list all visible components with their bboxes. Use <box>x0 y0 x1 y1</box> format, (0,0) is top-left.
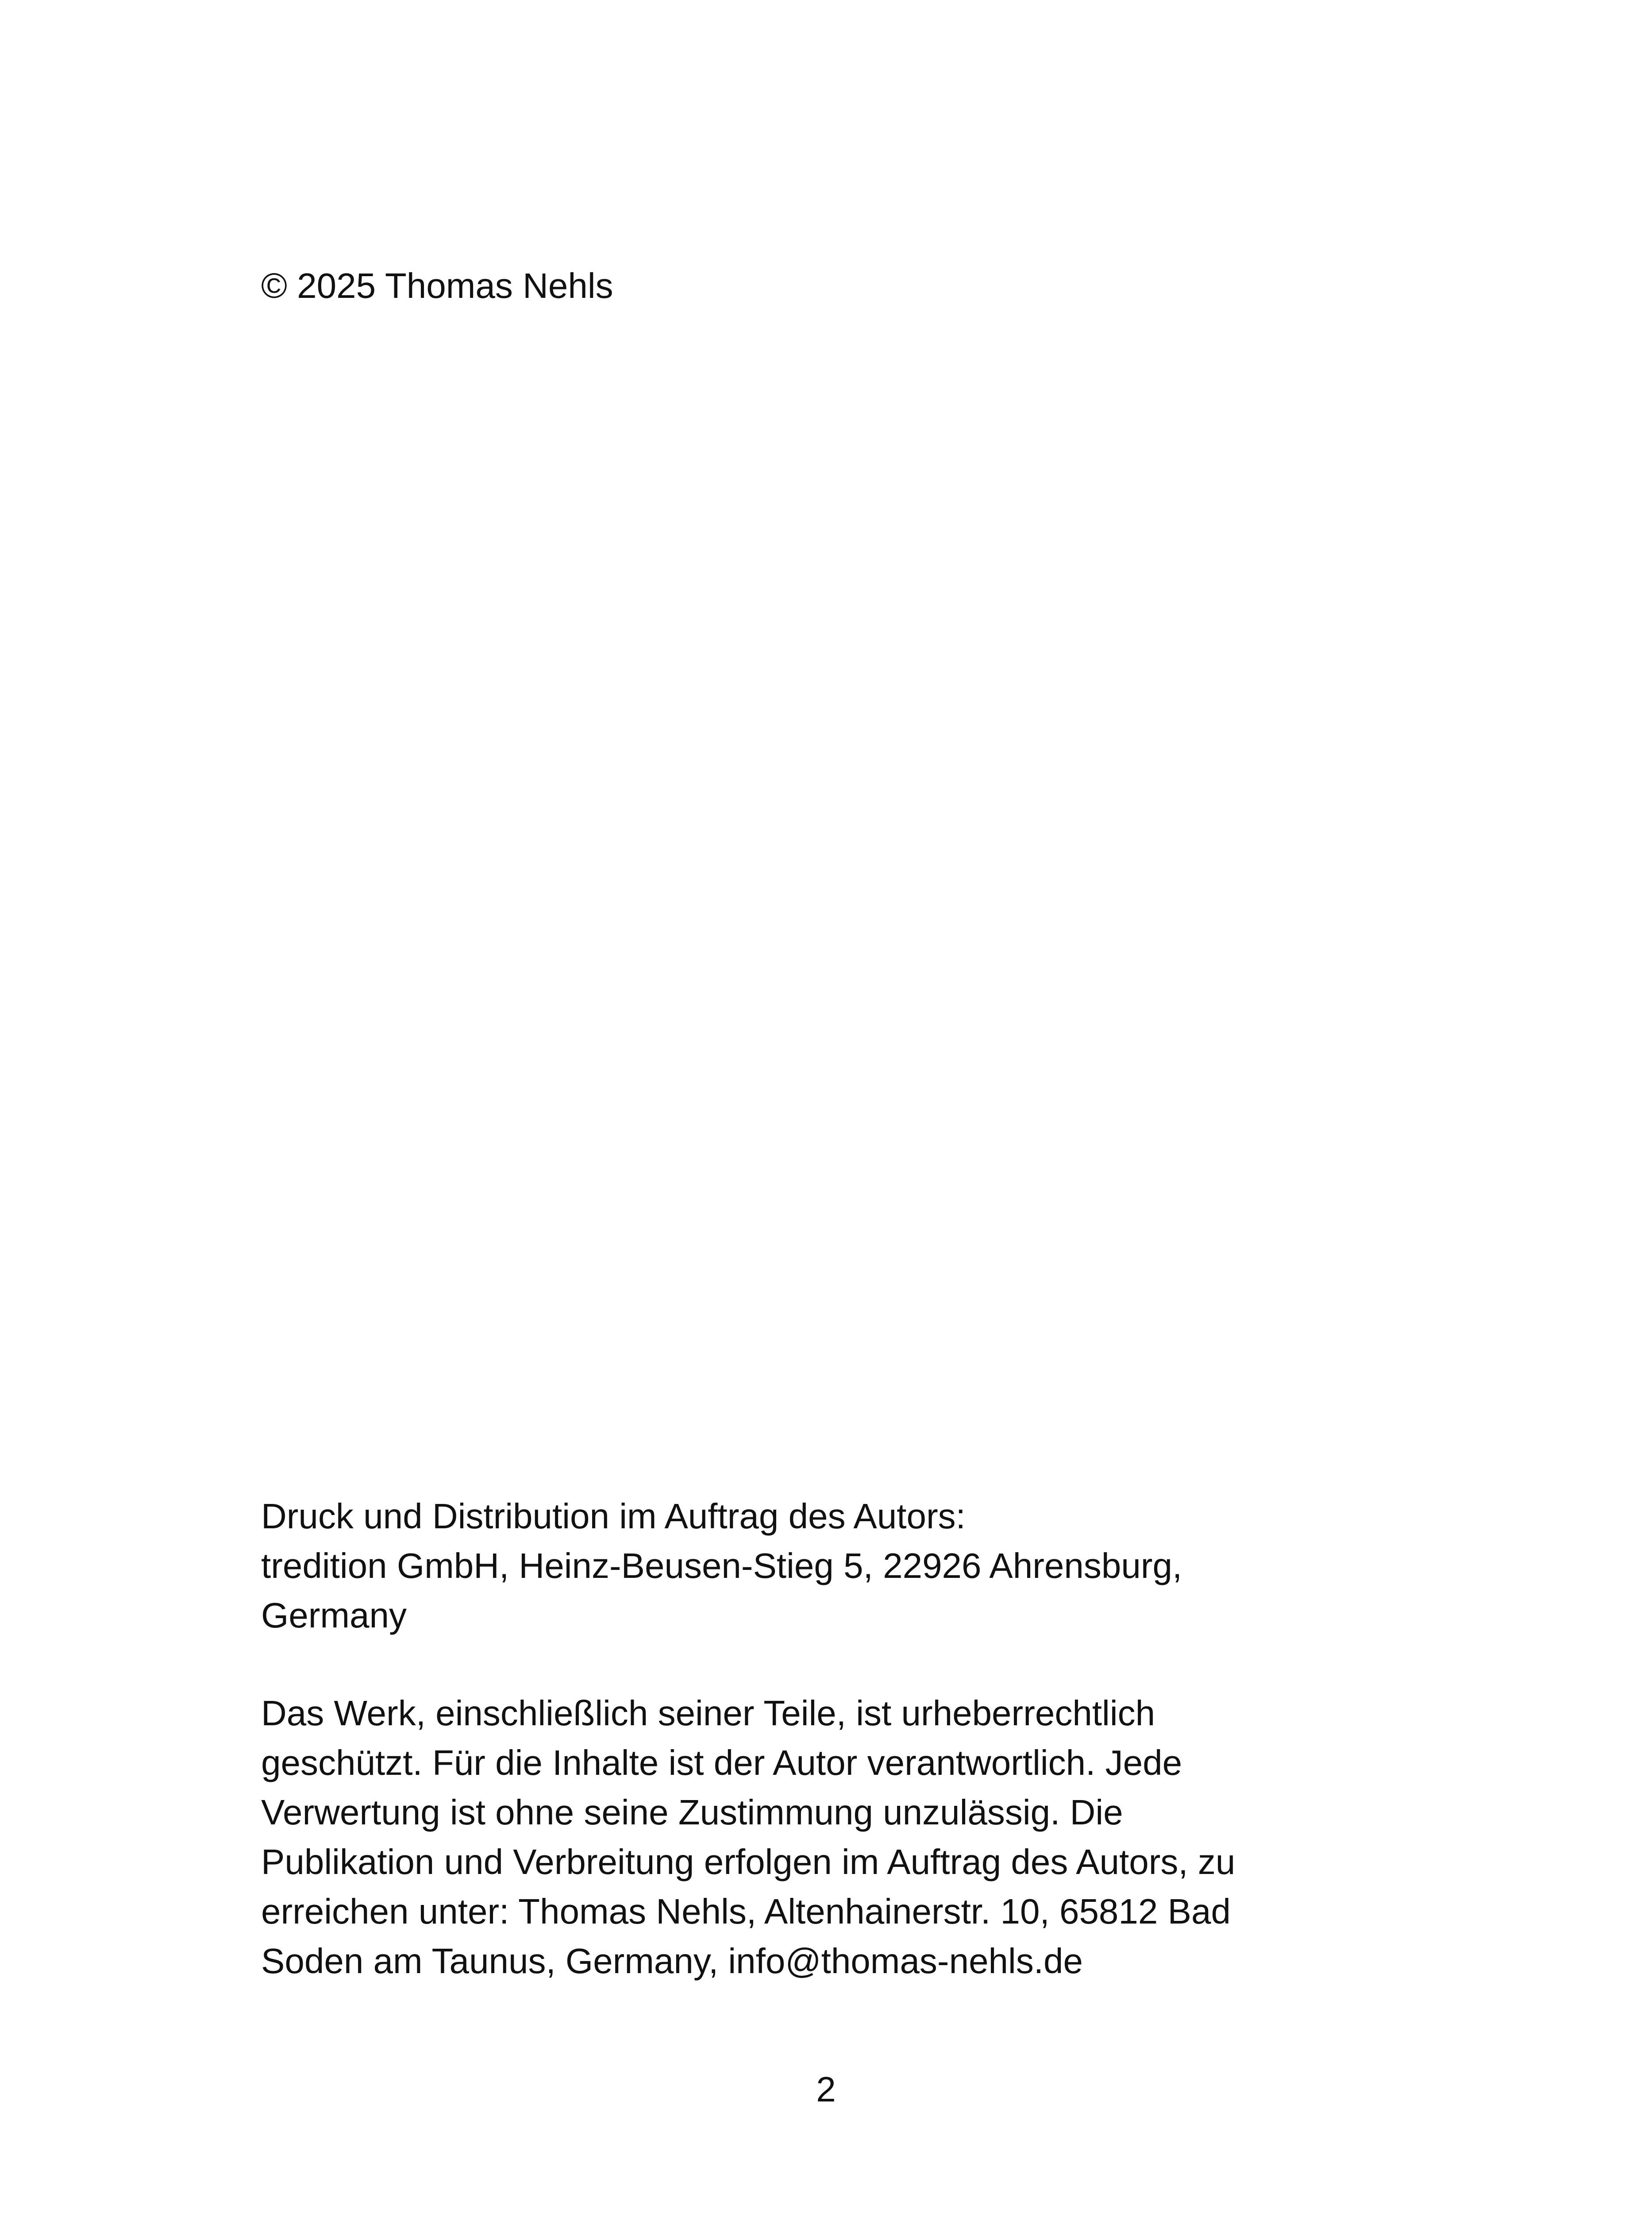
imprint-line: Druck und Distribution im Auftrag des Autors: <box>261 1496 966 1536</box>
rights-line: Das Werk, einschließlich seiner Teile, ist urheberrechtlich <box>261 1693 1155 1733</box>
rights-line: erreichen unter: Thomas Nehls, Altenhainerstr. 10, 65812 Bad <box>261 1892 1231 1931</box>
page-number: 2 <box>816 2070 836 2109</box>
copyright-notice: © 2025 Thomas Nehls <box>261 266 613 305</box>
rights-line: geschützt. Für die Inhalte ist der Autor verantwortlich. Jede <box>261 1743 1182 1782</box>
imprint-block <box>261 1492 1394 1640</box>
rights-line: Publikation und Verbreitung erfolgen im Auftrag des Autors, zu <box>261 1842 1236 1881</box>
imprint-line: tredition GmbH, Heinz-Beusen-Stieg 5, 22926 Ahrensburg, <box>261 1546 1182 1585</box>
rights-line: Verwertung ist ohne seine Zustimmung unzulässig. Die <box>261 1793 1123 1832</box>
rights-line: Soden am Taunus, Germany, info@thomas-nehls.de <box>261 1941 1083 1981</box>
imprint-line: Germany <box>261 1596 407 1635</box>
rights-notice <box>261 1689 1394 1986</box>
